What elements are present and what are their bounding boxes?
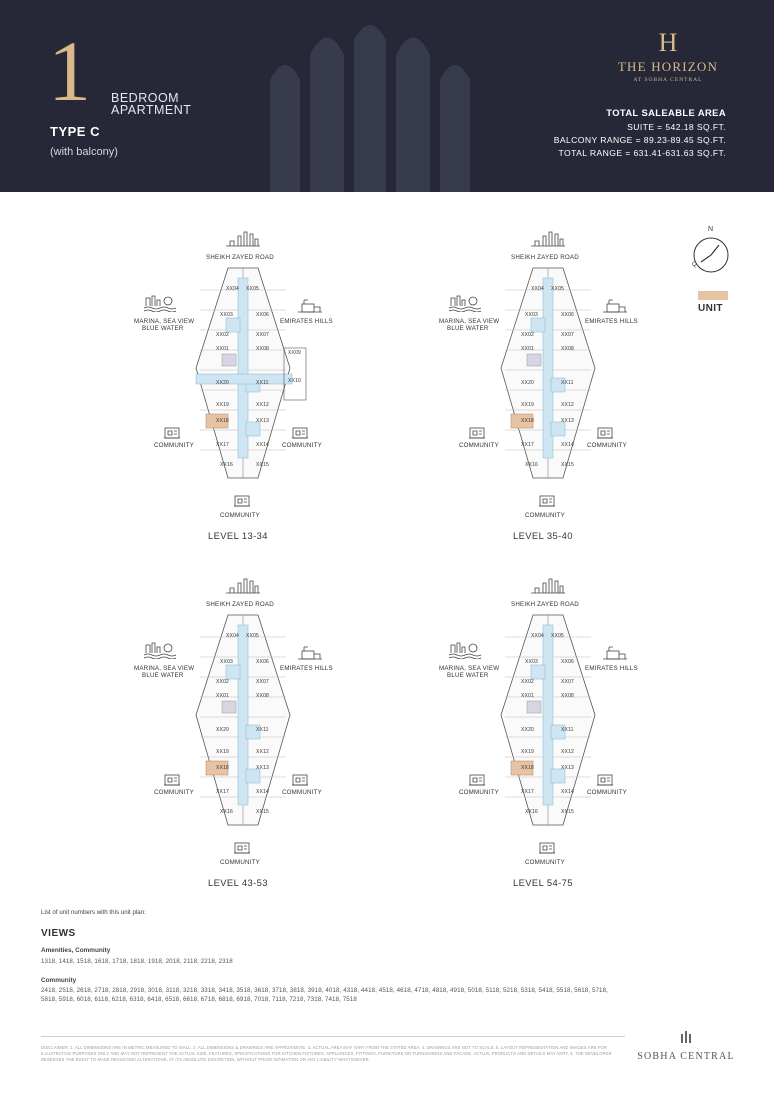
amenities-values: 1318, 1418, 1518, 1618, 1718, 1818, 1918, 2018, 2118, 2218, 2318 (41, 958, 233, 965)
community-icon (469, 426, 485, 440)
skyline-icon (531, 230, 565, 248)
balcony-note: (with balcony) (50, 146, 118, 158)
unit-label-left: XX01 (216, 693, 230, 699)
disclaimer: DISCLAIMER: 1. ALL DIMENSIONS ARE IN METRIC MEASURED TO WALL. 2. ALL DIMENSIONS & DRAWINGS ARE APPROXIMATE. 3. ACTUAL AREA MAY VARY FROM THE STATED AREA. 4. DRAWINGS ARE NOT TO SCALE. 5. LAYOUT REPRESENTATION AND IMAGES ARE FOR ILLUSTRATIVE PURPOSES ONLY AND MAY NOT REPRESENT THE ACTUAL SIZE, FEATURES, SPECIFICATIONS FOR KITCHEN FIXTURES, APPLIANCES, FITTINGS, FURNITURE OR FURNISHINGS AND FACADE. ACTUAL PRODUCTS AND DETAILS MAY VARY. 6. THE DEVELOPER RESERVES THE RIGHT TO MAKE REVISIONS/ ALTERATIONS, AT ITS ABSOLUTE DISCRETION, WITHOUT PRIOR INTIMATION OR ANY LIABILITY WHATSOEVER. (41, 1045, 612, 1062)
bedroom-label (111, 92, 191, 116)
tower-plan-3 (130, 575, 350, 845)
unit-label-left: XX03 (525, 312, 539, 318)
marina-icon (449, 641, 483, 659)
unit-label-left: XX18 (521, 765, 535, 771)
unit-label-top-right: XX05 (246, 286, 260, 292)
tower-plan-1 (130, 228, 350, 498)
unit-label-left: XX17 (521, 442, 535, 448)
unit-label-left: XX18 (521, 418, 535, 424)
area-balcony: BALCONY RANGE = 89.23-89.45 SQ.FT. (553, 135, 726, 145)
logo-name: THE HORIZON (617, 59, 719, 74)
unit-label-right: XX15 (561, 462, 575, 468)
area-title: TOTAL SALEABLE AREA (606, 107, 726, 118)
community-icon (292, 426, 308, 440)
sobha-mark-icon (681, 1031, 691, 1043)
level-label: LEVEL 13-34 (208, 530, 268, 541)
label-west-2: BLUE WATER (142, 672, 184, 679)
community-icon (234, 841, 250, 855)
unit-label-left: XX16 (220, 462, 234, 468)
level-label: LEVEL 35-40 (513, 530, 573, 541)
unit-label-left: XX03 (220, 659, 234, 665)
floor-plan-1 (130, 228, 350, 548)
hills-icon (601, 298, 629, 314)
unit-label-right: XX08 (256, 693, 270, 699)
label-north: SHEIKH ZAYED ROAD (206, 254, 274, 261)
unit-label-left: XX20 (521, 380, 535, 386)
community-icon (539, 841, 555, 855)
floor-plan-2 (435, 228, 655, 548)
level-label: LEVEL 54-75 (513, 877, 573, 888)
unit-label-left: XX02 (216, 679, 230, 685)
unit-label-right: XX06 (561, 659, 575, 665)
hills-icon (296, 645, 324, 661)
bedroom-label-line1: BEDROOM (111, 91, 180, 105)
unit-label-xx09: XX09 (288, 350, 302, 356)
unit-label-left: XX01 (521, 346, 535, 352)
label-west-1: MARINA, SEA VIEW (134, 665, 195, 672)
label-west-1: MARINA, SEA VIEW (439, 318, 500, 325)
community-icon (469, 773, 485, 787)
unit-label-right: XX14 (256, 789, 270, 795)
compass-north-label: N (708, 226, 714, 233)
skyline-icon (226, 230, 260, 248)
compass-icon (690, 228, 732, 278)
tower-plan-4 (435, 575, 655, 845)
logo-sub: AT SOBHA CENTRAL (633, 77, 703, 83)
unit-label-left: XX17 (521, 789, 535, 795)
marina-icon (144, 294, 178, 312)
unit-label-left: XX16 (220, 809, 234, 815)
footer-divider (41, 1036, 625, 1037)
unit-label-left: XX19 (521, 749, 535, 755)
unit-label-right: XX12 (256, 749, 270, 755)
unit-label-top-right: XX05 (551, 286, 565, 292)
label-north: SHEIKH ZAYED ROAD (511, 254, 579, 261)
unit-label-xx10: XX10 (288, 378, 302, 384)
label-east: EMIRATES HILLS (585, 665, 638, 672)
area-total: TOTAL RANGE = 631.41-631.63 SQ.FT. (558, 148, 726, 158)
label-east: EMIRATES HILLS (280, 318, 333, 325)
label-community-south: COMMUNITY (220, 512, 260, 519)
label-community-south: COMMUNITY (525, 512, 565, 519)
unit-label-right: XX15 (561, 809, 575, 815)
community-icon (597, 773, 613, 787)
bedroom-label-line2: APARTMENT (111, 103, 192, 117)
unit-label-left: XX19 (216, 749, 230, 755)
community-icon (539, 494, 555, 508)
unit-label-left: XX01 (521, 693, 535, 699)
unit-color-key (698, 291, 728, 300)
unit-label-right: XX11 (561, 727, 574, 733)
unit-label-right: XX08 (561, 346, 575, 352)
label-community-west: COMMUNITY (459, 789, 499, 796)
label-community-west: COMMUNITY (154, 442, 194, 449)
unit-label-right: XX14 (561, 442, 575, 448)
horizon-logo (606, 30, 730, 83)
label-community-west: COMMUNITY (154, 789, 194, 796)
community-icon (597, 426, 613, 440)
label-west-2: BLUE WATER (447, 672, 489, 679)
unit-label-right: XX12 (256, 402, 270, 408)
unit-label-right: XX07 (256, 679, 270, 685)
unit-label-right: XX13 (561, 765, 575, 771)
unit-label-right: XX11 (561, 380, 574, 386)
unit-label-left: XX17 (216, 442, 230, 448)
hills-icon (296, 298, 324, 314)
label-north: SHEIKH ZAYED ROAD (206, 601, 274, 608)
area-suite: SUITE = 542.18 SQ.FT. (627, 122, 726, 132)
unit-label-right: XX14 (561, 789, 575, 795)
label-community-east: COMMUNITY (282, 442, 322, 449)
unit-label-right: XX07 (561, 679, 575, 685)
label-east: EMIRATES HILLS (280, 665, 333, 672)
amenities-title: Amenities, Community (41, 947, 111, 954)
sobha-logo (636, 1030, 736, 1062)
unit-label-right: XX12 (561, 749, 575, 755)
floor-plan-4 (435, 575, 655, 895)
unit-label-right: XX11 (256, 727, 269, 733)
unit-label-top-right: XX05 (551, 633, 565, 639)
unit-label-right: XX06 (561, 312, 575, 318)
community-icon (292, 773, 308, 787)
level-label: LEVEL 43-53 (208, 877, 268, 888)
unit-label-top-left: XX04 (226, 286, 240, 292)
skyline-icon (226, 577, 260, 595)
label-west-2: BLUE WATER (142, 325, 184, 332)
skyline-icon (531, 577, 565, 595)
unit-label-right: XX13 (256, 418, 270, 424)
unit-label-left: XX18 (216, 765, 230, 771)
unit-label-top-right: XX05 (246, 633, 260, 639)
unit-label-left: XX20 (521, 727, 535, 733)
label-community-south: COMMUNITY (220, 859, 260, 866)
views-title: VIEWS (41, 928, 76, 939)
unit-label-left: XX20 (216, 727, 230, 733)
label-west-1: MARINA, SEA VIEW (134, 318, 195, 325)
unit-label-left: XX20 (216, 380, 230, 386)
community-icon (164, 426, 180, 440)
unit-label-top-left: XX04 (226, 633, 240, 639)
community-icon (164, 773, 180, 787)
unit-label-right: XX08 (561, 693, 575, 699)
unit-label-right: XX07 (256, 332, 270, 338)
saleable-area (554, 106, 726, 160)
unit-type: TYPE C (50, 124, 100, 139)
label-west-1: MARINA, SEA VIEW (439, 665, 500, 672)
unit-label-left: XX01 (216, 346, 230, 352)
hills-icon (601, 645, 629, 661)
community-icon (234, 494, 250, 508)
unit-label-top-left: XX04 (531, 286, 545, 292)
label-east: EMIRATES HILLS (585, 318, 638, 325)
arches-decoration (230, 20, 510, 192)
unit-label-left: XX19 (216, 402, 230, 408)
sobha-brand-name: SOBHA CENTRAL (637, 1051, 735, 1062)
compass-q-label: Q (692, 262, 697, 268)
unit-label-right: XX13 (561, 418, 575, 424)
label-north: SHEIKH ZAYED ROAD (511, 601, 579, 608)
unit-label-left: XX16 (525, 462, 539, 468)
bedroom-count: 1 (48, 23, 91, 119)
label-west-2: BLUE WATER (447, 325, 489, 332)
unit-label-left: XX03 (220, 312, 234, 318)
label-community-east: COMMUNITY (282, 789, 322, 796)
unit-label-right: XX06 (256, 659, 270, 665)
label-community-south: COMMUNITY (525, 859, 565, 866)
unit-label-left: XX03 (525, 659, 539, 665)
unit-label-left: XX02 (216, 332, 230, 338)
unit-label-left: XX19 (521, 402, 535, 408)
unit-label-left: XX18 (216, 418, 230, 424)
unit-label-right: XX12 (561, 402, 575, 408)
label-community-east: COMMUNITY (587, 789, 627, 796)
label-community-east: COMMUNITY (587, 442, 627, 449)
unit-label-right: XX15 (256, 462, 270, 468)
unit-label-left: XX02 (521, 679, 535, 685)
unit-label-right: XX07 (561, 332, 575, 338)
label-community-west: COMMUNITY (459, 442, 499, 449)
unit-label-right: XX14 (256, 442, 270, 448)
marina-icon (144, 641, 178, 659)
community-title: Community (41, 977, 77, 984)
tower-plan-2 (435, 228, 655, 498)
logo-monogram: H (658, 28, 678, 57)
unit-label-right: XX06 (256, 312, 270, 318)
floor-plan-3 (130, 575, 350, 895)
header-banner (0, 0, 774, 192)
unit-label-right: XX13 (256, 765, 270, 771)
unit-label-left: XX16 (525, 809, 539, 815)
unit-label-left: XX02 (521, 332, 535, 338)
list-intro: List of unit numbers with this unit plan: (41, 909, 146, 916)
unit-label-left: XX17 (216, 789, 230, 795)
community-values: 2418, 2518, 2618, 2718, 2818, 2918, 3018, 3118, 3218, 3318, 3418, 3518, 3618, 3718, 3818, 3918, 4018, 4318, 4418, 4518, 4618, 4718, 4818, 4918, 5018, 5118, 5218, 5318, 5418, 5518, 5618, 5718, 5818, 5918, 6018, 6118, 6218, 6318, 6418, 6518, 6618, 6718, 6818, 6918, 7018, 7118, 7218, 7318, 7418, 7518 (41, 987, 608, 1003)
marina-icon (449, 294, 483, 312)
unit-label-right: XX08 (256, 346, 270, 352)
unit-label-right: XX11 (256, 380, 269, 386)
unit-legend-label: UNIT (698, 303, 723, 314)
unit-label-right: XX15 (256, 809, 270, 815)
unit-label-top-left: XX04 (531, 633, 545, 639)
